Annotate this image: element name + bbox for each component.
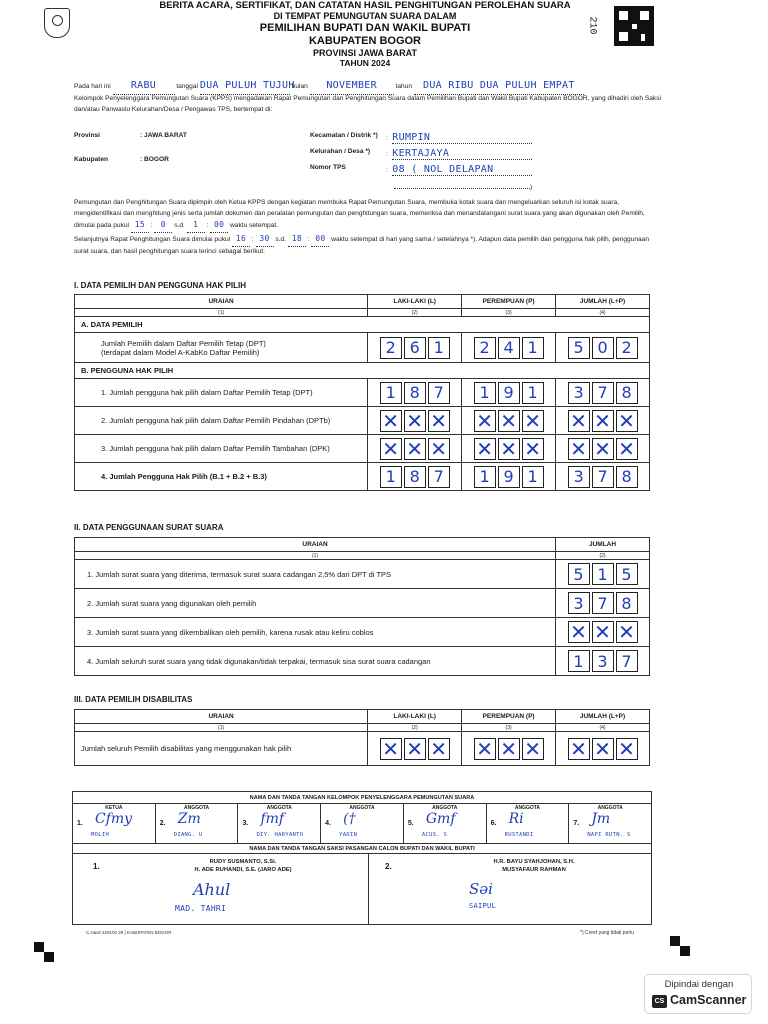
waktu-label: waktu setempat. — [230, 222, 279, 230]
qr-code-icon — [614, 6, 654, 46]
cross-box: ✕ — [616, 410, 638, 432]
cross-box: ✕ — [592, 738, 614, 760]
member-num: 7. — [573, 820, 580, 827]
s1-a-row-label: Jumlah Pemilih dalam Daftar Pemilih Tetap (DPT) — [101, 338, 266, 348]
s1-col-laki: LAKI-LAKI (L) — [368, 295, 462, 309]
digit-box: 4 — [498, 337, 520, 359]
s2-col-uraian: URAIAN — [75, 538, 556, 552]
digit-box: 1 — [380, 466, 402, 488]
tps-close: ) — [530, 184, 533, 191]
digit-box: 3 — [568, 592, 590, 614]
table-row — [75, 463, 650, 491]
cross-box: ✕ — [616, 438, 638, 460]
scan-corner-mark-icon — [670, 936, 680, 946]
cross-box: ✕ — [592, 438, 614, 460]
digit-box: 5 — [568, 337, 590, 359]
saksi-2 — [369, 854, 651, 924]
member-role: ANGGOTA — [514, 805, 541, 811]
digit-box: 7 — [592, 382, 614, 404]
signature-block — [72, 791, 652, 925]
kpps-member — [238, 804, 321, 843]
s3-num-1: (1) — [75, 724, 368, 732]
section-3-table — [74, 709, 650, 766]
count-end-minute: 00 — [311, 233, 329, 247]
s2-jumlah-boxes — [556, 592, 649, 614]
cross-box: ✕ — [404, 410, 426, 432]
member-num: 2. — [159, 820, 166, 827]
tanggal-label: tanggal — [176, 83, 198, 90]
scan-corner-mark-icon — [680, 946, 690, 956]
cross-box: ✕ — [380, 738, 402, 760]
s1-a-row-sub: (terdapat dalam Model A-KabKo Daftar Pemilih) — [101, 347, 260, 357]
cross-box: ✕ — [428, 738, 450, 760]
tahun-label: tahun — [395, 83, 413, 90]
member-signature-icon: Ri — [508, 811, 524, 827]
digit-box: 9 — [498, 466, 520, 488]
member-role: ANGGOTA — [597, 805, 623, 811]
s1-num-1: (1) — [75, 309, 368, 317]
digit-box: 5 — [616, 563, 638, 585]
member-role: ANGGOTA — [349, 805, 375, 811]
kpps-member — [156, 804, 239, 843]
digit-box: 1 — [592, 563, 614, 585]
voting-text-2b: waktu setempat di hari yang sama / setelahnya *). Adapun data pemilih dan pengguna hak pilih, penggunaan surat suara, dan hasil penghitungan suara terinci sebagai berikut: — [74, 235, 650, 255]
header-line-2: DI TEMPAT PEMUNGUTAN SUARA DALAM — [273, 11, 457, 22]
s1-b-jumlah-boxes — [556, 466, 649, 488]
document-header — [150, 0, 580, 68]
cross-box: ✕ — [568, 438, 590, 460]
scan-corner-mark-icon — [34, 942, 44, 952]
kpps-member — [404, 804, 487, 843]
s1-b-row-label: 4. Jumlah Pengguna Hak Pilih (B.1 + B.2 + B.3) — [75, 463, 368, 491]
cross-box: ✕ — [568, 410, 590, 432]
cross-box: ✕ — [568, 738, 590, 760]
kabupaten-label: Kabupaten — [74, 156, 109, 163]
cross-box: ✕ — [498, 410, 520, 432]
saksi-1-signature-icon: Ahul — [193, 880, 231, 899]
cross-box: ✕ — [522, 738, 544, 760]
kelurahan-value: KERTAJAYA — [392, 148, 532, 160]
s2-jumlah-boxes — [556, 563, 649, 585]
member-role: KETUA — [105, 805, 123, 811]
camscanner-logo-icon: CS — [652, 995, 667, 1008]
s1-a-row — [75, 333, 650, 363]
sd-label-2: s.d. — [275, 235, 286, 243]
kabupaten-value: : BOGOR — [140, 156, 169, 163]
digit-box: 3 — [568, 466, 590, 488]
member-num: 4. — [325, 820, 331, 827]
kpu-logo-icon — [44, 8, 70, 38]
s3-laki-boxes — [368, 738, 461, 760]
table-row — [75, 407, 650, 435]
form-number: 210 — [586, 16, 598, 35]
cross-box: ✕ — [404, 438, 426, 460]
saksi-2-sign-name: SAIPUL — [469, 902, 497, 910]
footer-right: *) Coret yang tidak perlu — [580, 930, 634, 936]
tahun-value: DUA RIBU DUA PULUH EMPAT — [414, 78, 584, 95]
tps-row: : 08 ( NOL DELAPAN — [386, 159, 532, 177]
saksi-2-signature-icon: Ѕǝi — [469, 880, 493, 898]
s3-col-perempuan: PEREMPUAN (P) — [462, 710, 556, 724]
s3-num-4: (4) — [556, 724, 650, 732]
s3-col-uraian: URAIAN — [75, 710, 368, 724]
provinsi-label: Provinsi — [74, 132, 101, 139]
s1-b-laki-boxes — [368, 382, 461, 404]
member-name: DIANG. U — [173, 832, 203, 838]
s1-b-jumlah-boxes — [556, 382, 649, 404]
count-end-hour: 18 — [288, 233, 306, 247]
digit-box: 7 — [428, 466, 450, 488]
intro-line — [74, 78, 664, 95]
digit-box: 1 — [522, 466, 544, 488]
member-name: YADIN — [339, 832, 358, 838]
kecamatan-value: RUMPIN — [392, 132, 532, 144]
s1-b-jumlah-boxes — [556, 410, 649, 432]
table-row — [75, 435, 650, 463]
kpps-member — [569, 804, 651, 843]
s3-col-jumlah: JUMLAH (L+P) — [556, 710, 650, 724]
saksi-2-line1: H.R. BAYU SYAHJOHAN, S.H. — [493, 859, 575, 865]
cross-box: ✕ — [474, 410, 496, 432]
tps-label: Nomor TPS — [310, 164, 346, 171]
member-num: 3. — [242, 820, 249, 827]
camscanner-top: Dipindai dengan — [664, 979, 734, 990]
cross-box: ✕ — [592, 410, 614, 432]
s3-jumlah-boxes — [556, 738, 649, 760]
intro-paragraph: Kelompok Penyelenggara Pemungutan Suara (KPPS) mengadakan Rapat Pemungutan dan Penghitungan Suara dalam Pemilihan Bupati dan Wakil Bupati Kabupaten BOGOR, yang dihadiri oleh Saksi dan/atau Panwaslu Kelurahan/Desa / Pengawas TPS, bertempat di: — [74, 95, 661, 113]
cross-box: ✕ — [474, 438, 496, 460]
member-name: NAPI RUTN. S — [587, 832, 631, 838]
s1-a-perempuan-boxes — [462, 337, 555, 359]
saksi-1-num: 1. — [93, 862, 100, 871]
s2-row-label: 1. Jumlah surat suara yang diterima, termasuk surat suara cadangan 2,5% dari DPT di TPS — [75, 560, 556, 589]
s1-a-jumlah-boxes — [556, 337, 649, 359]
table-row — [75, 618, 650, 647]
s1-b-row-label: 2. Jumlah pengguna hak pilih dalam Daftar Pemilih Pindahan (DPTb) — [75, 407, 368, 435]
s2-row-label: 2. Jumlah surat suara yang digunakan oleh pemilih — [75, 589, 556, 618]
cross-box: ✕ — [592, 621, 614, 643]
bulan-value: NOVEMBER — [310, 78, 394, 95]
digit-box: 8 — [404, 382, 426, 404]
s1-b-perempuan-boxes — [462, 466, 555, 488]
s1-b-jumlah-boxes — [556, 438, 649, 460]
header-line-3: PEMILIHAN BUPATI DAN WAKIL BUPATI — [259, 21, 471, 34]
table-row — [75, 647, 650, 676]
cross-box: ✕ — [568, 621, 590, 643]
s1-b-row-label: 1. Jumlah pengguna hak pilih dalam Daftar Pemilih Tetap (DPT) — [75, 379, 368, 407]
member-signature-icon: fmf — [260, 811, 285, 827]
saksi-2-num: 2. — [385, 862, 392, 871]
count-start-hour: 16 — [232, 233, 250, 247]
digit-box: 2 — [474, 337, 496, 359]
kelurahan-row: : KERTAJAYA — [386, 143, 532, 161]
digit-box: 1 — [428, 337, 450, 359]
voting-text-2a: Selanjutnya Rapat Penghitungan Suara dimulai pukul — [74, 235, 231, 243]
s1-b-laki-boxes — [368, 466, 461, 488]
s3-perempuan-boxes — [462, 738, 555, 760]
cross-box: ✕ — [616, 738, 638, 760]
member-role: ANGGOTA — [183, 805, 210, 811]
cross-box: ✕ — [428, 410, 450, 432]
s1-col-perempuan: PEREMPUAN (P) — [462, 295, 556, 309]
s3-row-label: Jumlah seluruh Pemilih disabilitas yang menggunakan hak pilih — [75, 732, 368, 766]
tanggal-value: DUA PULUH TUJUH — [200, 78, 290, 95]
header-line-1: BERITA ACARA, SERTIFIKAT, DAN CATATAN HASIL PENGHITUNGAN PEROLEHAN SUARA — [159, 0, 571, 11]
member-signature-icon: Gmf — [425, 811, 456, 827]
s1-num-3: (3) — [462, 309, 556, 317]
digit-box: 7 — [616, 650, 638, 672]
digit-box: 0 — [592, 337, 614, 359]
kpps-members — [73, 804, 651, 844]
s2-num-2: (2) — [556, 552, 650, 560]
s3-num-2: (2) — [368, 724, 462, 732]
table-row — [75, 379, 650, 407]
cross-box: ✕ — [522, 410, 544, 432]
saksi-title: NAMA DAN TANDA TANGAN SAKSI PASANGAN CALON BUPATI DAN WAKIL BUPATI — [73, 844, 651, 854]
digit-box: 3 — [592, 650, 614, 672]
s1-a-laki-boxes — [368, 337, 461, 359]
cross-box: ✕ — [498, 438, 520, 460]
s1-col-jumlah: JUMLAH (L+P) — [556, 295, 650, 309]
s3-num-3: (3) — [462, 724, 556, 732]
start-hour: 15 — [131, 219, 149, 233]
header-line-5: PROVINSI JAWA BARAT — [312, 47, 417, 58]
hari-value: RABU — [113, 78, 175, 95]
digit-box: 9 — [498, 382, 520, 404]
pada-hari-ini-label: Pada hari ini — [74, 83, 111, 90]
digit-box: 8 — [616, 466, 638, 488]
s1-num-2: (2) — [368, 309, 462, 317]
kecamatan-label: Kecamatan / Distrik *) — [310, 132, 378, 139]
member-role: ANGGOTA — [432, 805, 458, 811]
kpps-member — [73, 804, 156, 843]
table-row — [75, 589, 650, 618]
saksi-1-line1: RUDY SUSMANTO, S.Si. — [209, 859, 277, 865]
s1-num-4: (4) — [556, 309, 650, 317]
member-name: ACUS. S — [421, 832, 448, 838]
table-row — [75, 560, 650, 589]
digit-box: 2 — [616, 337, 638, 359]
tps-value: 08 ( NOL DELAPAN — [392, 164, 532, 176]
kpps-member — [487, 804, 570, 843]
digit-box: 6 — [404, 337, 426, 359]
member-num: 6. — [490, 820, 497, 827]
cross-box: ✕ — [428, 438, 450, 460]
digit-box: 1 — [522, 382, 544, 404]
voting-text-1: Pemungutan dan Penghitungan Suara dipimpin oleh Ketua KPPS dengan kegiatan membuka Rapat Pemungutan Suara, membuka kotak suara dan mengeluarkan seluruh isi kotak suara, mengidentifikasi dan menghitung jenis serta jumlah dokumen dan peralatan pemungutan dan penghitungan suara, memeriksa dan menandatangani surat suara yang akan digunakan oleh Pemilih, dimulai pada pukul — [74, 199, 645, 230]
saksi-1-line2: H. ADE RUHANDI, S.E. (JARO ADE) — [194, 867, 292, 874]
count-start-minute: 30 — [256, 233, 274, 247]
member-signature-icon: Zm — [177, 811, 201, 827]
digit-box: 7 — [592, 592, 614, 614]
provinsi-value: : JAWA BARAT — [140, 132, 187, 139]
section-2-title: II. DATA PENGGUNAAN SURAT SUARA — [74, 523, 224, 532]
digit-box: 8 — [616, 382, 638, 404]
member-name: RUSTANDI — [504, 832, 534, 838]
s1-b-perempuan-boxes — [462, 410, 555, 432]
s1-b-perempuan-boxes — [462, 438, 555, 460]
start-minute: 0 — [154, 219, 172, 233]
digit-box: 7 — [592, 466, 614, 488]
section-1-table — [74, 294, 650, 491]
member-num: 1. — [77, 820, 83, 827]
cross-box: ✕ — [380, 438, 402, 460]
digit-box: 5 — [568, 563, 590, 585]
s2-row-label: 4. Jumlah seluruh surat suara yang tidak digunakan/tidak terpakai, termasuk sisa surat suara cadangan — [75, 647, 556, 676]
digit-box: 1 — [380, 382, 402, 404]
cross-box: ✕ — [522, 438, 544, 460]
s1-b-rows — [75, 379, 650, 491]
kpps-title: NAMA DAN TANDA TANGAN KELOMPOK PENYELENGGARA PEMUNGUTAN SUARA — [73, 792, 651, 804]
camscanner-badge — [644, 974, 752, 1014]
cross-box: ✕ — [498, 738, 520, 760]
member-signature-icon: Jm — [591, 811, 611, 827]
s1-b-perempuan-boxes — [462, 382, 555, 404]
digit-box: 1 — [474, 382, 496, 404]
kelurahan-label: Kelurahan / Desa *) — [310, 148, 371, 155]
tps-row-2 — [394, 176, 532, 194]
member-role: ANGGOTA — [266, 805, 292, 811]
digit-box: 1 — [522, 337, 544, 359]
s3-col-laki: LAKI-LAKI (L) — [368, 710, 462, 724]
digit-box: 2 — [380, 337, 402, 359]
s3-row — [75, 732, 650, 766]
saksi-1 — [73, 854, 369, 924]
cross-box: ✕ — [616, 621, 638, 643]
member-signature-icon: Cfmy — [95, 811, 133, 827]
s1-b-title: B. PENGGUNA HAK PILIH — [75, 363, 650, 379]
scan-corner-mark-icon — [44, 952, 54, 962]
member-name: MOLIH — [91, 832, 110, 838]
member-name: DIY. HARYANTO — [256, 832, 304, 838]
section-1-title: I. DATA PEMILIH DAN PENGGUNA HAK PILIH — [74, 281, 246, 290]
footer-left: C.Hasil-320100 29 | KABUPATEN BOGOR — [86, 930, 172, 935]
s1-b-laki-boxes — [368, 410, 461, 432]
kecamatan-row: : RUMPIN — [386, 127, 532, 145]
s1-col-uraian: URAIAN — [75, 295, 368, 309]
cross-box: ✕ — [380, 410, 402, 432]
camscanner-name: CamScanner — [670, 993, 747, 1007]
header-line-4: KABUPATEN BOGOR — [308, 34, 422, 47]
cross-box: ✕ — [474, 738, 496, 760]
member-signature-icon: († — [343, 811, 356, 827]
s2-jumlah-boxes — [556, 650, 649, 672]
sd-label-1: s.d. — [174, 222, 185, 230]
section-2-table — [74, 537, 650, 676]
s1-a-title: A. DATA PEMILIH — [75, 317, 650, 333]
s2-rows — [75, 560, 650, 676]
s2-jumlah-boxes — [556, 621, 649, 643]
digit-box: 7 — [428, 382, 450, 404]
digit-box: 8 — [616, 592, 638, 614]
end-hour: 1 — [187, 219, 205, 233]
end-minute: 00 — [210, 219, 228, 233]
digit-box: 8 — [404, 466, 426, 488]
s2-row-label: 3. Jumlah surat suara yang dikembalikan oleh pemilih, karena rusak atau keliru coblos — [75, 618, 556, 647]
header-line-6: TAHUN 2024 — [339, 58, 391, 69]
member-num: 5. — [407, 820, 414, 827]
saksi-1-names — [133, 858, 353, 874]
digit-box: 1 — [568, 650, 590, 672]
bulan-label: bulan — [291, 83, 308, 90]
digit-box: 3 — [568, 382, 590, 404]
section-3-title: III. DATA PEMILIH DISABILITAS — [74, 695, 193, 704]
saksi-1-sign-name: MAD. TAHRI — [175, 904, 227, 913]
cross-box: ✕ — [404, 738, 426, 760]
kpps-member — [321, 804, 404, 843]
s2-col-jumlah: JUMLAH — [556, 538, 650, 552]
digit-box: 1 — [474, 466, 496, 488]
saksi-2-names — [429, 858, 639, 874]
s1-b-row-label: 3. Jumlah pengguna hak pilih dalam Daftar Pemilih Tambahan (DPK) — [75, 435, 368, 463]
s2-num-1: (1) — [75, 552, 556, 560]
voting-paragraph: Pemungutan dan Penghitungan Suara dipimpin oleh Ketua KPPS dengan kegiatan membuka Rapat Pemungutan Suara, membuka kotak suara dan mengeluarkan seluruh isi kotak suara, mengidentifikasi dan menghitung jenis serta jumlah dokumen dan peralatan pemungutan dan penghitungan suara, memeriksa dan menandatangani surat suara yang akan digunakan oleh Pemilih, dimulai pada pukul 15 : 0 s.d. 1 : 00 waktu setempat. Selanjutnya Rapat Penghitungan Suara dimulai pukul 16 : 30 s.d. 18 : 00 waktu setempat di hari yang sama / setelahnya *). Adapun data pemilih dan pengguna hak pilih, penggunaan surat suara, dan hasil penghitungan suara terinci sebagai berikut: — [74, 199, 650, 255]
saksi-2-line2: MUSYAFAUR RAHMAN — [502, 867, 566, 874]
s1-b-laki-boxes — [368, 438, 461, 460]
